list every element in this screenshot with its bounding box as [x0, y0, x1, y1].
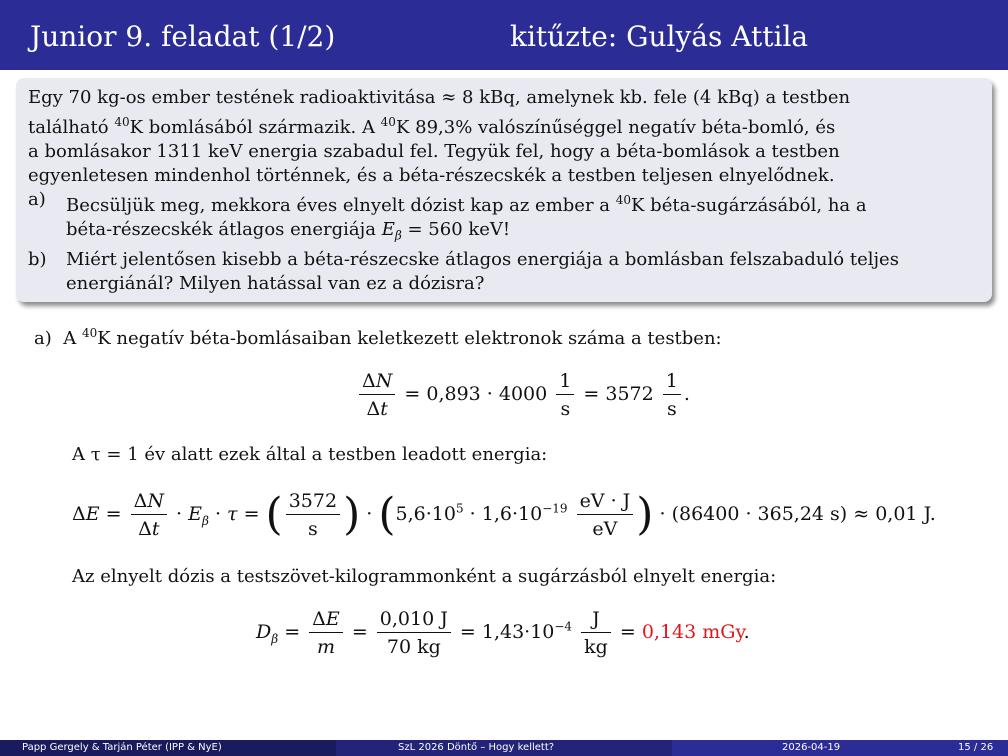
dose-result: 0,143 mGy	[641, 621, 744, 643]
equation-dose: $D_\beta$ = $\frac{\Delta E}{m}$ = $\frac{0,010 J}{70 kg}$ = $1,43\cdot 10^{-4}$ $\frac{J}{kg}$ = 0,143 mGy.	[256, 608, 750, 658]
solution-text-dose: Az elnyelt dózis a testszövet-kilogrammonként a sugárzásból elnyelt energia:	[72, 566, 777, 587]
problem-line: Egy 70 kg-os ember testének radioaktivitása ≈ 8 kBq, amelynek kb. fele (4 kBq) a testben	[28, 87, 851, 108]
slide-author: kitűzte: Gulyás Attila	[510, 20, 809, 53]
equation-energy: ΔE = $\frac{\Delta N}{\Delta t}$ · $E_\beta \cdot \tau$ = ( $\frac{3572}{s}$ ) · ($5,6\cdot 10^5 \cdot 1,6\cdot 10^{-19}$ $\frac{eV \cdot J}{eV}$ ) · (86400 · 365,24 s) ≈ 0,01 J.	[72, 489, 936, 540]
footer-event: SzL 2026 Döntő – Hogy kellett?	[398, 742, 555, 753]
slide-footer	[0, 740, 1008, 756]
question-b: b) Miért jelentősen kisebb a béta-részecske átlagos energiája a bomlásban felszabaduló teljes energiánál? Milyen hatással van ez a dózisra?	[28, 248, 899, 294]
slide-title: Junior 9. feladat (1/2)	[30, 20, 336, 53]
question-b-label: b)	[28, 248, 47, 270]
problem-line: a bomlásakor 1311 keV energia szabadul fel. Tegyük fel, hogy a béta-bomlások a testben	[28, 141, 840, 162]
question-a-label: a)	[28, 189, 46, 210]
footer-authors: Papp Gergely & Tarján Péter (IPP & NyE)	[22, 742, 222, 753]
footer-page-number: 15 / 26	[958, 742, 994, 753]
problem-line: található $^{40}$K bomlásából származik. A $^{40}$K 89,3% valószínűséggel negatív béta-bomló, és	[28, 115, 836, 138]
problem-statement-box	[16, 78, 992, 302]
solution-text-energy: A τ = 1 év alatt ezek által a testben leadott energia:	[72, 444, 548, 465]
problem-line: egyenletesen mindenhol történnek, és a béta-részecskék a testben teljesen elnyelődnek.	[28, 165, 835, 186]
solution-intro: a) A $^{40}$K negatív béta-bomlásaiban keletkezett elektronok száma a testben:	[34, 326, 722, 349]
equation-decay-rate: $\frac{\Delta N}{\Delta t}$ = 0,893 · 4000 $\frac{1}{s}$ = 3572 $\frac{1}{s}$ .	[356, 370, 690, 420]
question-a: a) Becsüljük meg, mekkora éves elnyelt dózist kap az ember a $^{40}$K béta-sugárzásából, ha a béta-részecskék átlagos energiája $E_\beta = 560$ keV!	[28, 189, 867, 243]
slide-header	[0, 0, 1008, 70]
problem-text	[28, 86, 980, 296]
footer-date: 2026-04-19	[782, 742, 841, 753]
